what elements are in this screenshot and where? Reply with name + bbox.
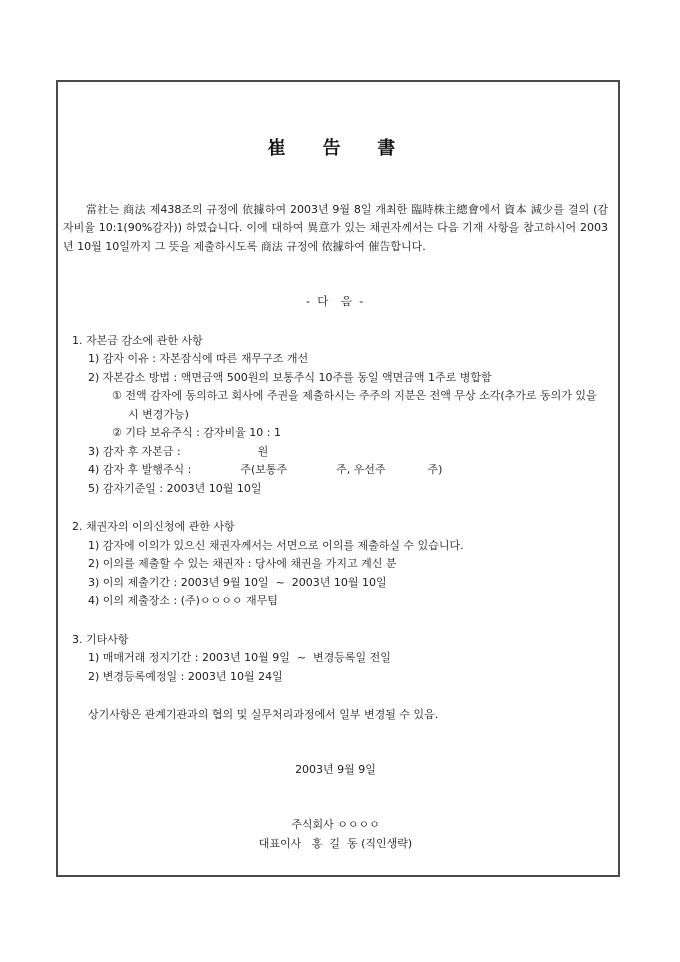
section-1-item-2-sub-1: ① 전액 감자에 동의하고 회사에 주권을 제출하시는 주주의 지분은 전액 무상 소각(추가로 동의가 있을 시 변경가능) <box>112 389 601 421</box>
section-capital-reduction <box>63 332 608 499</box>
section-2-item-3: 3) 이의 제출기간 : 2003년 9월 10일 ~ 2003년 10월 10일 <box>88 575 387 589</box>
section-3-item-2: 2) 변경등록예정일 : 2003년 10월 24일 <box>88 669 283 683</box>
document-border-frame <box>56 80 620 877</box>
section-3-title: 3. 기타사항 <box>72 632 129 646</box>
section-misc <box>63 631 608 687</box>
section-1-item-3: 3) 감자 후 자본금 : 원 <box>88 444 269 458</box>
document-content <box>58 140 618 853</box>
section-2-item-2: 2) 이의를 제출할 수 있는 채권자 : 당사에 채권을 가지고 계신 분 <box>88 557 397 570</box>
signature-block <box>63 816 608 853</box>
section-1-item-2: 2) 자본감소 방법 : 액면금액 500원의 보통주식 10주를 동일 액면금액 1주로 병합함 <box>88 370 492 384</box>
section-1-title: 1. 자본금 감소에 관한 사항 <box>72 333 203 347</box>
section-1-item-5: 5) 감자기준일 : 2003년 10월 10일 <box>88 481 262 495</box>
section-1-item-1: 1) 감자 이유 : 자본잠식에 따른 재무구조 개선 <box>88 352 309 365</box>
section-1-item-2-sub-2: ② 기타 보유주식 : 감자비율 10 : 1 <box>112 426 282 439</box>
section-2-title: 2. 채권자의 이의신청에 관한 사항 <box>72 520 235 533</box>
company-name: 주식회사 ㅇㅇㅇㅇ <box>291 818 380 831</box>
section-3-item-1: 1) 매매거래 정지기간 : 2003년 10월 9일 ~ 변경등록일 전일 <box>88 651 391 664</box>
section-1-item-4: 4) 감자 후 발행주식 : 주(보통주 주, 우선주 주) <box>88 463 443 476</box>
intro-paragraph: 當社는 商法 제438조의 규정에 依據하여 2003년 9월 8일 개최한 臨時株主總會에서 資本 減少를 결의 (감자비율 10:1(90%감자)) 하였습니다. 이에 대하여 異意가 있는 채권자께서는 다음 기재 사항을 참고하시어 2003년 10월 10일까지 그 뜻을 제출하시도록 商法 규정에 依據하여 催告합니다. <box>63 202 608 253</box>
ceo-name: 대표이사 홍 길 동 (직인생략) <box>258 836 413 850</box>
disclaimer-note: 상기사항은 관계기관과의 협의 및 실무처리과정에서 일부 변경될 수 있음. <box>88 708 439 721</box>
section-2-item-4: 4) 이의 제출장소 : (주)ㅇㅇㅇㅇ 재무팀 <box>88 594 278 607</box>
divider-label: - 다 음 - <box>306 294 365 308</box>
document-title: 崔 告 書 <box>267 138 404 159</box>
section-2-item-1: 1) 감자에 이의가 있으신 채권자께서는 서면으로 이의를 제출하실 수 있습니다. <box>88 538 464 552</box>
document-date: 2003년 9월 9일 <box>295 762 376 776</box>
section-creditor-objection <box>63 518 608 611</box>
